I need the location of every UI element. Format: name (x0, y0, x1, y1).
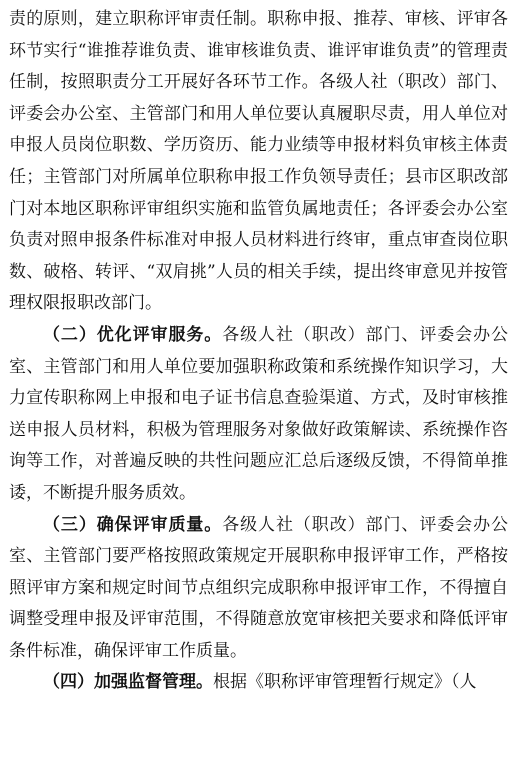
paragraph-responsibility (9, 4, 508, 320)
section-heading: （三）确保评审质量。 (43, 514, 223, 535)
section-heading: （二）优化评审服务。 (43, 324, 223, 345)
paragraph-text: 根据《职称评审管理暂行规定》（人 (213, 672, 477, 693)
paragraph-text: 责的原则，建立职称评审责任制。职称申报、推荐、审核、评审各环节实行“谁推荐谁负责、谁审核谁负责、谁评审谁负责”的管理责任制，按照职责分工开展好各环节工作。各级人社（职改）部门、评委会办公室、主管部门和用人单位要认真履职尽责，用人单位对申报人员岗位职数、学历资历、能力业绩等申报材料负审核主体责任；主管部门对所属单位职称申报工作负领导责任；县市区职改部门对本地区职称评审组织实施和监管负属地责任；各评委会办公室负责对照申报条件标准对申报人员材料进行终审，重点审查岗位职数、破格、转评、“双肩挑”人员的相关手续，提出终审意见并按管理权限报职改部门。 (9, 9, 508, 314)
paragraph-optimize-service (9, 320, 508, 510)
paragraph-text: 各级人社（职改）部门、评委会办公室、主管部门和用人单位要加强职称政策和系统操作知识学习，大力宣传职称网上申报和电子证书信息查验渠道、方式，及时审核推送申报人员材料，积极为管理服务对象做好政策解读、系统操作咨询等工作，对普遍反映的共性问题应汇总后逐级反馈，不得简单推诿，不断提升服务质效。 (9, 324, 509, 503)
paragraph-ensure-quality (9, 510, 508, 668)
paragraph-text: 各级人社（职改）部门、评委会办公室、主管部门要严格按照政策规定开展职称申报评审工作，严格按照评审方案和规定时间节点组织完成职称申报评审工作，不得擅自调整受理申报及评审范围，不得随意放宽审核把关要求和降低评审条件标准，确保评审工作质量。 (9, 514, 509, 661)
section-heading: （四）加强监督管理。 (43, 672, 213, 693)
paragraph-supervision (9, 667, 508, 699)
